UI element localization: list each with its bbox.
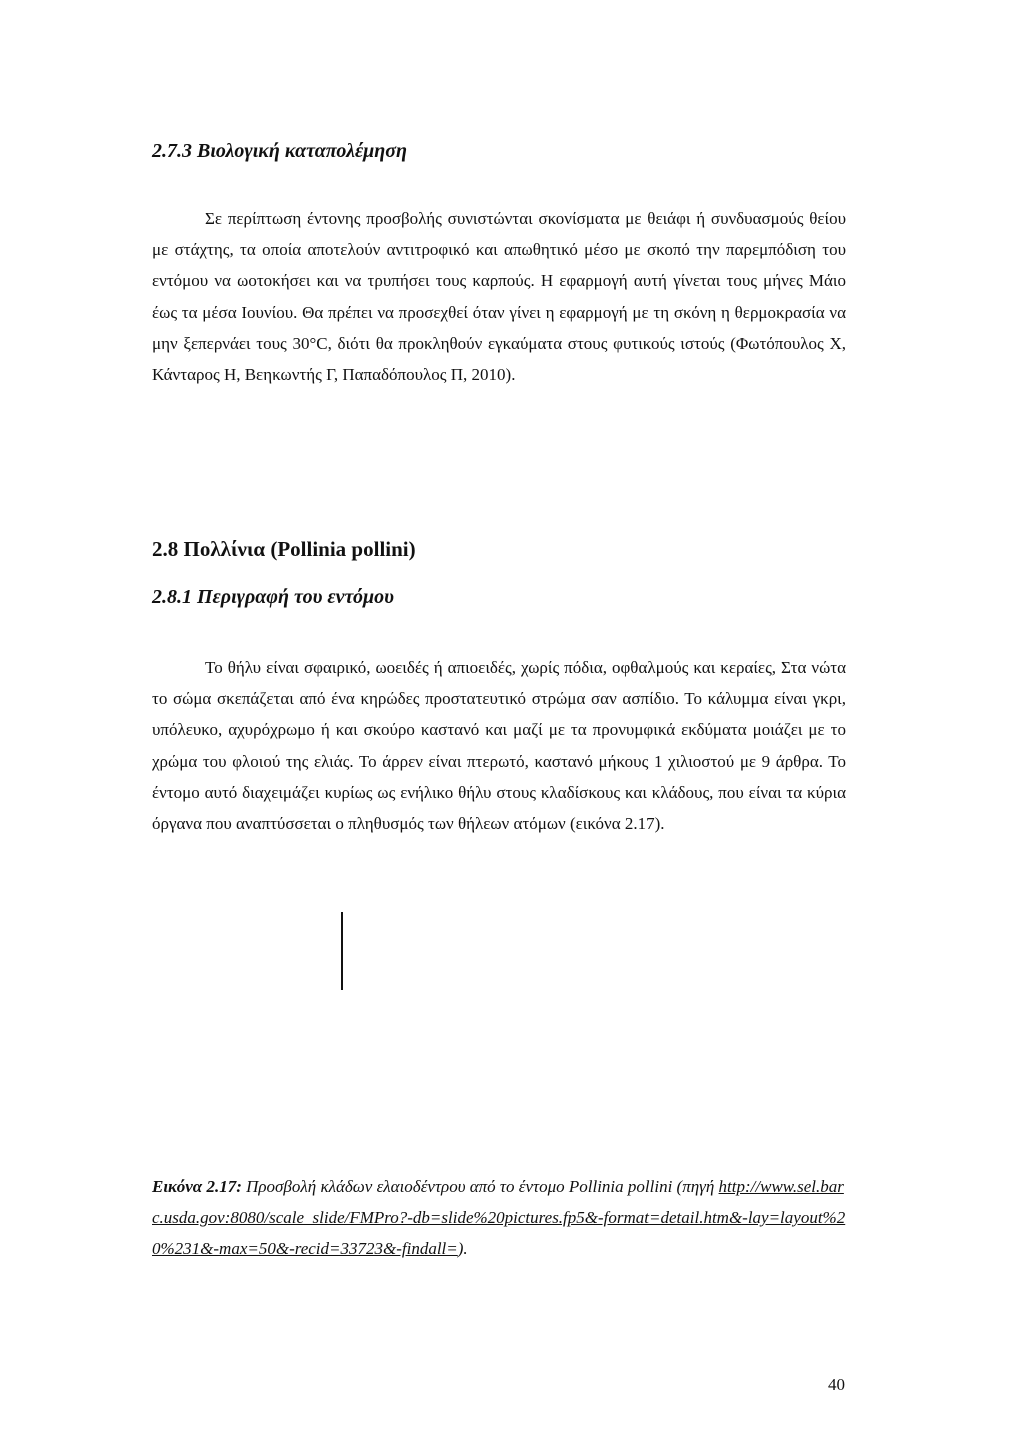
figure-edge-line — [341, 912, 343, 990]
paragraph-insect-description: Το θήλυ είναι σφαιρικό, ωοειδές ή απιοειδές, χωρίς πόδια, οφθαλμούς και κεραίες, Στα νώτα το σώμα σκεπάζεται από ένα κηρώδες προστατευτικό στρώμα σαν ασπίδιο. Το κάλυμμα είναι γκρι, υπόλευκο, αχυρόχρωμο ή και σκούρο καστανό και μαζί με τα προνυμφικά εκδύματα μοιάζει με το χρώμα του φλοιού της ελιάς. Το άρρεν είναι πτερωτό, καστανό μήκους 1 χιλιοστού με 9 άρθρα. Το έντομο αυτό διαχειμάζει κυρίως ως ενήλικο θήλυ στους κλαδίσκους και κλάδους, που είναι τα κύρια όργανα που αναπτύσσεται ο πληθυσμός των θήλεων ατόμων (εικόνα 2.17). — [152, 658, 846, 834]
figure-source-link[interactable]: http://www.sel.barc.usda.gov:8080/scale_slide/FMPro?-db=slide%20pictures.fp5&-format=detail.htm&-lay=layout%20%231&-max=50&-recid=33723&-findall= — [152, 1177, 846, 1258]
figure-placeholder — [340, 912, 344, 990]
figure-caption-text: Προσβολή κλάδων ελαιοδέντρου από το έντομο Pollinia pollini (πηγή — [241, 1177, 719, 1196]
figure-caption — [152, 1171, 852, 1264]
paragraph-biological-control: Σε περίπτωση έντονης προσβολής συνιστώνται σκονίσματα με θειάφι ή συνδυασμούς θείου με στάχτης, τα οποία αποτελούν αντιτροφικό και απωθητικό μέσο με σκοπό την παρεμπόδιση του εντόμου να ωοτοκήσει και να τρυπήσει τους καρπούς. Η εφαρμογή αυτή γίνεται τους μήνες Μάιο έως τα μέσα Ιουνίου. Θα πρέπει να προσεχθεί όταν γίνει η εφαρμογή με τη σκόνη η θερμοκρασία να μην ξεπερνάει τους 30°C, διότι θα προκληθούν εγκαύματα στους φυτικούς ιστούς (Φωτόπουλος Χ, Κάνταρος Η, Βεηκωντής Γ, Παπαδόπουλος Π, 2010). — [152, 209, 846, 385]
section-heading-pollinia: 2.8 Πολλίνια (Pollinia pollini) — [152, 537, 416, 561]
page-number: 40 — [828, 1375, 845, 1394]
figure-caption-end: ). — [457, 1239, 468, 1258]
section-heading-insect-description: 2.8.1 Περιγραφή του εντόμου — [152, 586, 394, 608]
figure-caption-label: Εικόνα 2.17: — [152, 1177, 242, 1196]
section-heading-biological-control: 2.7.3 Βιολογική καταπολέμηση — [152, 140, 408, 162]
